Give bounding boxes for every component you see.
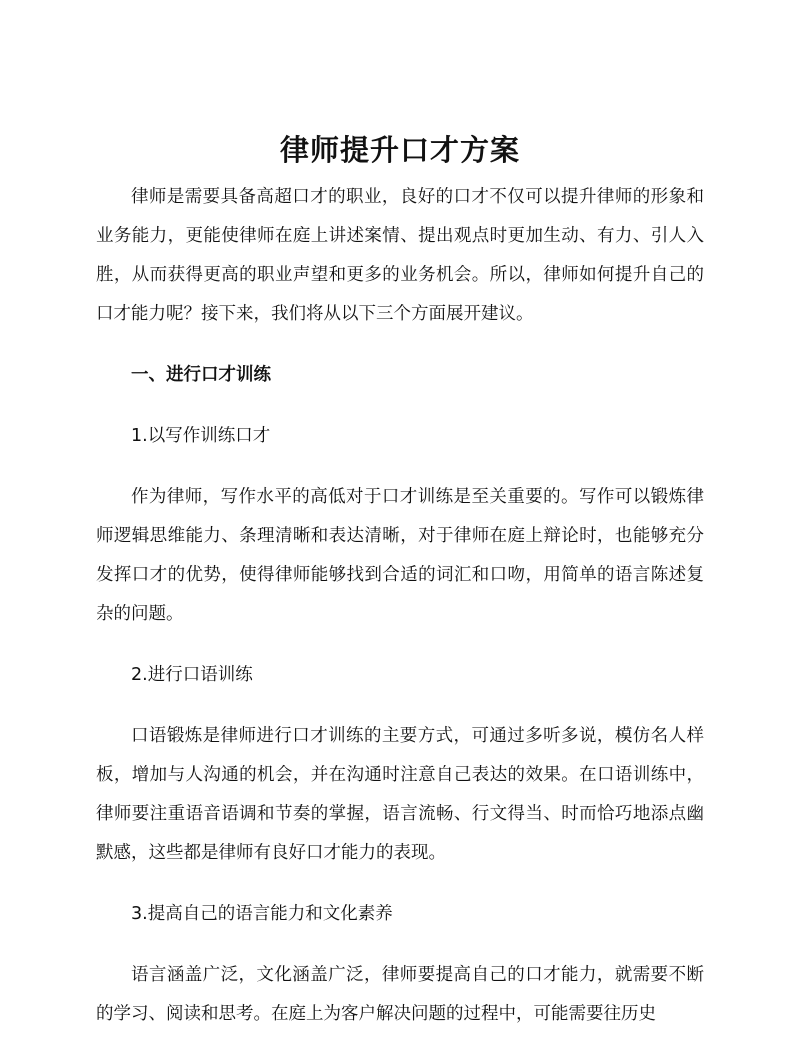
document-body: [96, 178, 704, 1056]
subsection-heading-1: 1.以写作训练口才: [131, 426, 271, 446]
subsection-heading-3: 3.提高自己的语言能力和文化素养: [131, 904, 393, 924]
subsection-heading-2: 2.进行口语训练: [131, 665, 253, 685]
document-title: 律师提升口才方案: [279, 133, 520, 167]
subsection-body-1: 作为律师，写作水平的高低对于口才训练是至关重要的。写作可以锻炼律师逻辑思维能力、条理清晰和表达清晰，对于律师在庭上辩论时，也能够充分发挥口才的优势，使得律师能够找到合适的词汇和口吻，用简单的语言陈述复杂的问题。: [96, 487, 704, 624]
section-heading-1: 一、进行口才训练: [131, 365, 271, 385]
subsection-body-3: 语言涵盖广泛，文化涵盖广泛，律师要提高自己的口才能力，就需要不断的学习、阅读和思考。在庭上为客户解决问题的过程中，可能需要往历史: [96, 965, 704, 1024]
subsection-body-2: 口语锻炼是律师进行口才训练的主要方式，可通过多听多说，模仿名人样板，增加与人沟通的机会，并在沟通时注意自己表达的效果。在口语训练中，律师要注重语音语调和节奏的掌握，语言流畅、行文得当、时而恰巧地添点幽默感，这些都是律师有良好口才能力的表现。: [96, 726, 704, 863]
intro-paragraph: 律师是需要具备高超口才的职业，良好的口才不仅可以提升律师的形象和业务能力，更能使律师在庭上讲述案情、提出观点时更加生动、有力、引人入胜，从而获得更高的职业声望和更多的业务机会。所以，律师如何提升自己的口才能力呢？接下来，我们将从以下三个方面展开建议。: [96, 187, 704, 324]
